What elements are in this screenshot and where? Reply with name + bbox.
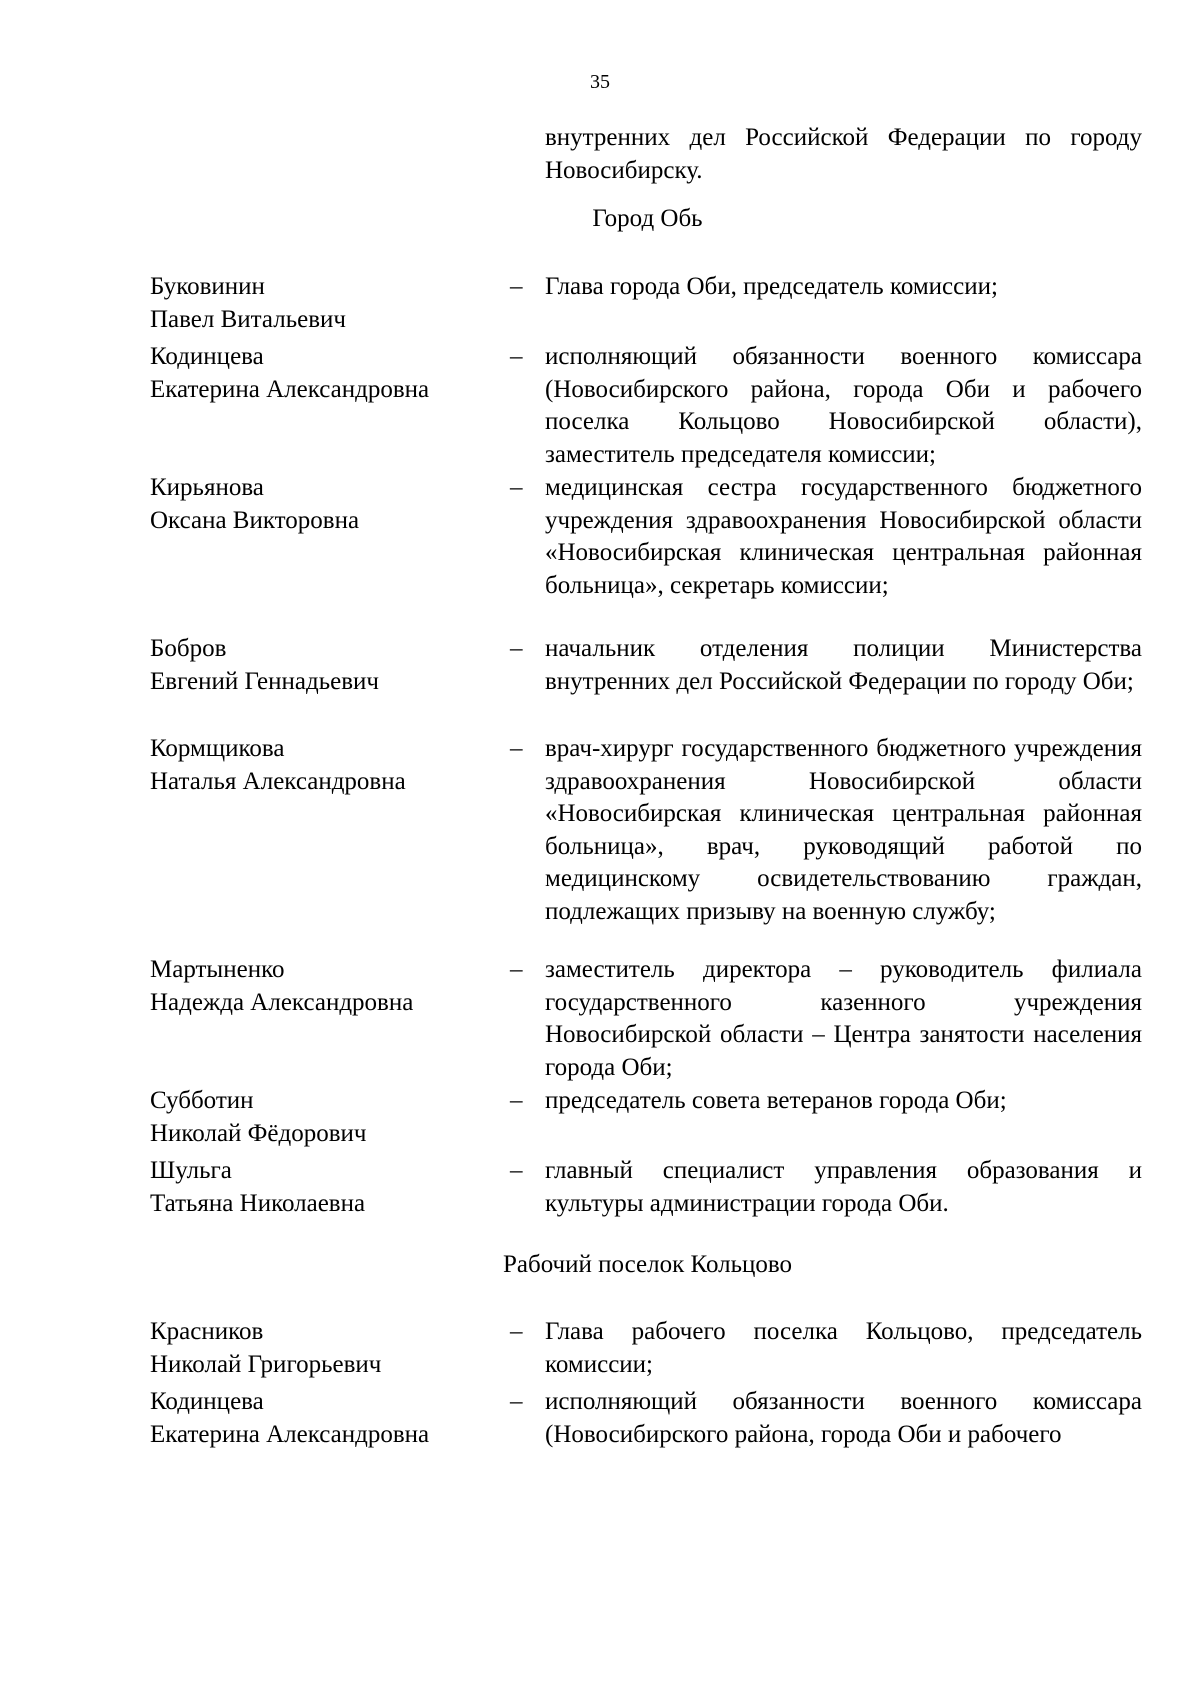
member-surname: Мартыненко — [150, 956, 285, 983]
member-role: врач-хирург государственного бюджетного учреждения здравоохранения Новосибирской области «Новосибирская клиническая центральная районная больница», врач, руководящий работой по медицинскому освидетельствованию граждан, подлежащих призыву на военную службу; — [545, 735, 1142, 925]
member-given-name: Павел Витальевич — [150, 305, 346, 333]
member-surname: Бобров — [150, 635, 227, 662]
member-given-name: Татьяна Николаевна — [150, 1189, 366, 1217]
member-role: исполняющий обязанности военного комиссара (Новосибирского района, города Оби и рабочего — [545, 1388, 1142, 1448]
member-given-name: Оксана Викторовна — [150, 506, 360, 534]
member-given-name: Екатерина Александровна — [150, 1420, 430, 1448]
dash-separator: – — [510, 273, 523, 300]
dash-separator: – — [510, 735, 523, 762]
member-name — [150, 1316, 490, 1381]
member-name — [150, 271, 490, 336]
dash-separator: – — [510, 635, 523, 662]
dash-separator: – — [510, 474, 523, 501]
member-name — [150, 341, 490, 406]
member-name — [150, 1085, 490, 1150]
member-name — [150, 633, 490, 698]
member-role: Глава рабочего поселка Кольцово, председатель комиссии; — [545, 1318, 1142, 1378]
member-surname: Буковинин — [150, 273, 265, 300]
member-given-name: Николай Григорьевич — [150, 1350, 382, 1378]
member-role: начальник отделения полиции Министерства внутренних дел Российской Федерации по городу Оби; — [545, 635, 1142, 695]
member-role: исполняющий обязанности военного комиссара (Новосибирского района, города Оби и рабочего поселка Кольцово Новосибирской области), заместитель председателя комиссии; — [545, 343, 1142, 468]
member-role: Глава города Оби, председатель комиссии; — [545, 273, 998, 300]
member-role: главный специалист управления образования и культуры администрации города Оби. — [545, 1157, 1142, 1217]
member-given-name: Николай Фёдорович — [150, 1119, 367, 1147]
member-name — [150, 1155, 490, 1220]
member-role: заместитель директора – руководитель филиала государственного казенного учреждения Новосибирской области – Центра занятости населения города Оби; — [545, 956, 1142, 1081]
member-surname: Кормщикова — [150, 735, 285, 762]
member-given-name: Евгений Геннадьевич — [150, 667, 379, 695]
member-surname: Субботин — [150, 1087, 254, 1114]
member-surname: Красников — [150, 1318, 264, 1345]
continuation-text: внутренних дел Российской Федерации по городу Новосибирску. — [545, 124, 1142, 184]
member-name — [150, 733, 490, 798]
member-surname: Кодинцева — [150, 343, 264, 370]
member-given-name: Наталья Александровна — [150, 767, 406, 795]
member-surname: Кодинцева — [150, 1388, 264, 1415]
member-surname: Кирьянова — [150, 474, 264, 501]
dash-separator: – — [510, 1087, 523, 1114]
member-role: медицинская сестра государственного бюджетного учреждения здравоохранения Новосибирской области «Новосибирская клиническая центральная районная больница», секретарь комиссии; — [545, 474, 1142, 599]
page-number: 35 — [590, 71, 610, 93]
member-name — [150, 954, 490, 1019]
dash-separator: – — [510, 1157, 523, 1184]
member-name — [150, 1386, 490, 1451]
member-name — [150, 472, 490, 537]
dash-separator: – — [510, 1388, 523, 1415]
section-title-koltsovo: Рабочий поселок Кольцово — [502, 1251, 792, 1278]
dash-separator: – — [510, 1318, 523, 1345]
member-surname: Шульга — [150, 1157, 232, 1184]
dash-separator: – — [510, 343, 523, 370]
member-role: председатель совета ветеранов города Оби; — [545, 1087, 1007, 1114]
dash-separator: – — [510, 956, 523, 983]
member-given-name: Екатерина Александровна — [150, 375, 430, 403]
member-given-name: Надежда Александровна — [150, 988, 414, 1016]
section-title-ob: Город Обь — [592, 205, 703, 232]
